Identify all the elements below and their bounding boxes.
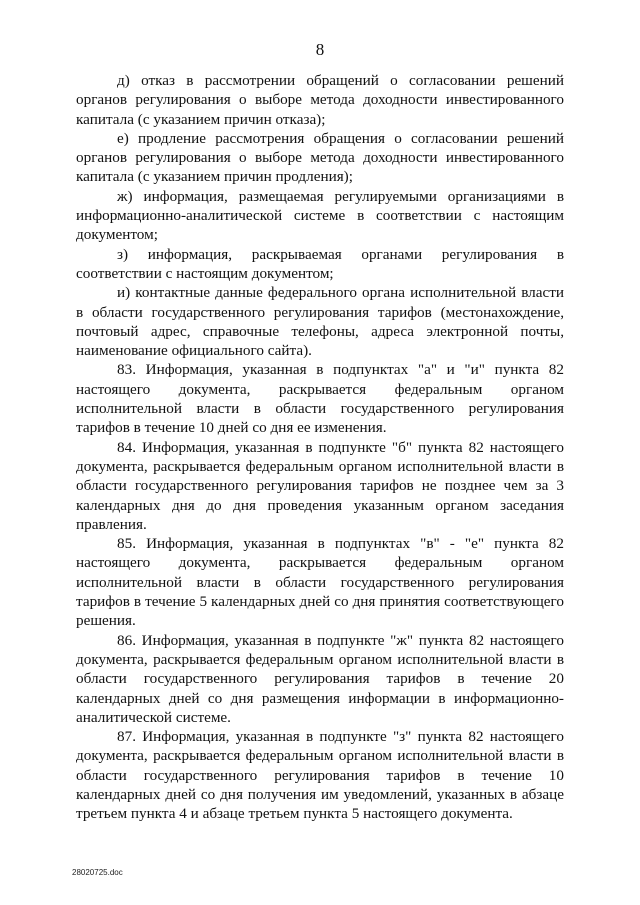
paragraph-z: з) информация, раскрываемая органами регулирования в соответствии с настоящим документом; [76, 245, 564, 282]
paragraph-d: д) отказ в рассмотрении обращений о согласовании решений органов регулирования о выборе метода доходности инвестированного капитала (с указанием причин отказа); [76, 72, 564, 128]
page-number: 8 [315, 40, 325, 59]
document-body [76, 71, 564, 824]
paragraph-83: 83. Информация, указанная в подпунктах "а" и "и" пункта 82 настоящего документа, раскрывается федеральным органом исполнительной власти в области государственного регулирования тарифов в течение 10 дней со дня ее изменения. [76, 361, 564, 437]
paragraph-86: 86. Информация, указанная в подпункте "ж" пункта 82 настоящего документа, раскрывается федеральным органом исполнительной власти в области государственного регулирования тарифов в течение 20 календарных дней со дня размещения информации в информационно-аналитической системе. [76, 631, 564, 726]
paragraph-e: е) продление рассмотрения обращения о согласовании решений органов регулирования о выборе метода доходности инвестированного капитала (с указанием причин продления); [76, 129, 564, 186]
paragraph-i: и) контактные данные федерального органа исполнительной власти в области государственного регулирования тарифов (местонахождение, почтовый адрес, справочные телефоны, адреса электронной почты, наименование официального сайта). [76, 284, 564, 360]
paragraph-87: 87. Информация, указанная в подпункте "з" пункта 82 настоящего документа, раскрывается федеральным органом исполнительной власти в области государственного регулирования тарифов в течение 10 календарных дней со дня получения им уведомлений, указанных в абзаце третьем пункта 4 и абзаце третьем пункта 5 настоящего документа. [76, 728, 564, 823]
paragraph-84: 84. Информация, указанная в подпункте "б" пункта 82 настоящего документа, раскрывается федеральным органом исполнительной власти в области государственного регулирования тарифов не позднее чем за 3 календарных дня до дня проведения указанным органом заседания правления. [76, 438, 564, 533]
paragraph-85: 85. Информация, указанная в подпунктах "в" - "е" пункта 82 настоящего документа, раскрывается федеральным органом исполнительной власти в области государственного регулирования тарифов в течение 5 календарных дней со дня принятия соответствующего решения. [76, 535, 564, 630]
footer-filename: 28020725.doc [72, 868, 123, 877]
paragraph-zh: ж) информация, размещаемая регулируемыми организациями в информационно-аналитической системе в соответствии с настоящим документом; [76, 187, 564, 244]
